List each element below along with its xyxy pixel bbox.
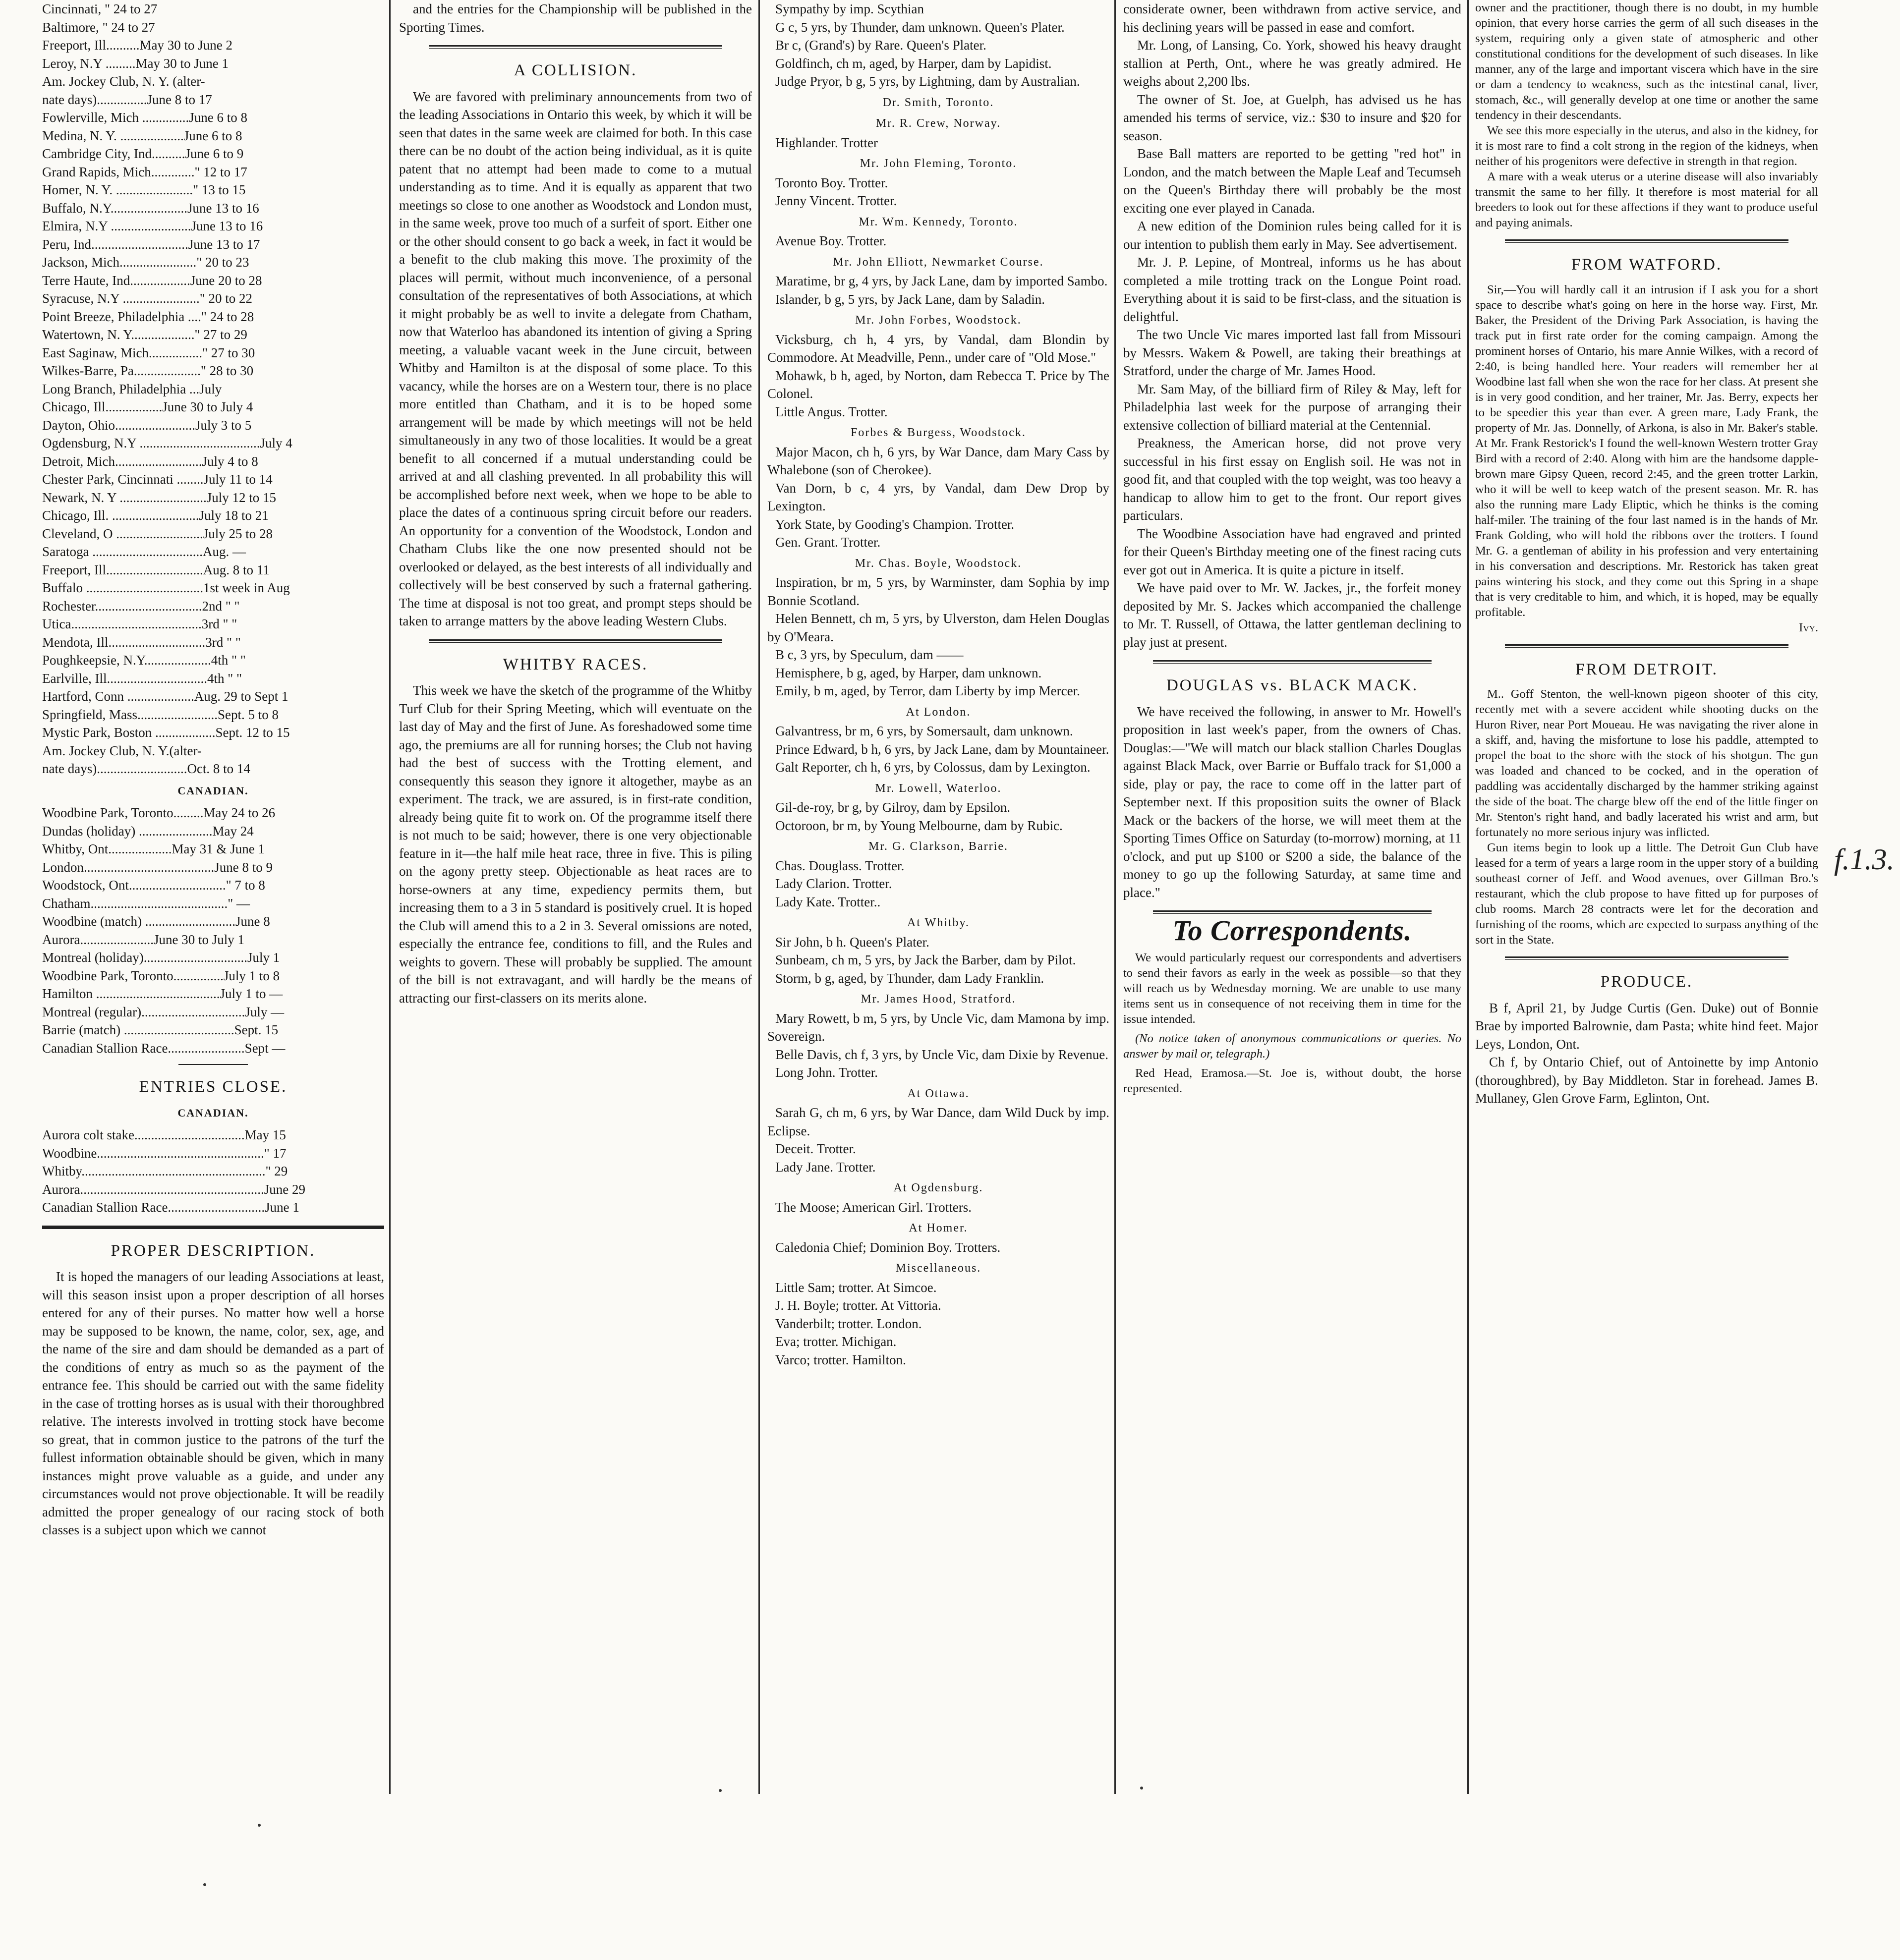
- horse-entries: [767, 0, 1109, 1369]
- divider: [1153, 910, 1432, 914]
- schedule-line: Cincinnati, " 24 to 27: [42, 1, 158, 16]
- horse-entry: Hemisphere, b g, aged, by Harper, dam unknown.: [775, 665, 1042, 680]
- watford-heading: FROM WATFORD.: [1571, 256, 1723, 274]
- schedule-line: Earlville, Ill..............................4th " ": [42, 671, 242, 686]
- owner-heading: At Whitby.: [907, 916, 970, 929]
- canadian-subhead: CANADIAN.: [177, 784, 249, 797]
- schedule-line: Woodbine.................................................." 17: [42, 1145, 287, 1161]
- horse-entry: Galvantress, br m, 6 yrs, by Somersault, dam unknown.: [775, 724, 1073, 738]
- column-rule: [389, 0, 391, 1794]
- horse-entry: Emily, b m, aged, by Terror, dam Liberty by imp Mercer.: [775, 683, 1080, 698]
- schedule-line: Syracuse, N.Y ......................." 20 to 22: [42, 291, 252, 306]
- column-rule: [1467, 0, 1469, 1794]
- horse-entry: Lady Jane. Trotter.: [775, 1159, 876, 1175]
- schedule-line: Buffalo ...................................1st week in Aug: [42, 580, 290, 595]
- horse-entry: Deceit. Trotter.: [775, 1141, 856, 1156]
- schedule-line: Cleveland, O ..........................July 25 to 28: [42, 526, 273, 541]
- produce-item: B f, April 21, by Judge Curtis (Gen. Duke) out of Bonnie Brae by imported Balrownie, dam Pasta; white hind feet. Major Leys, London, Ont.: [1475, 1000, 1818, 1052]
- schedule-line: Jackson, Mich......................." 20 to 23: [42, 255, 249, 270]
- schedule-line: Montreal (holiday)...............................July 1: [42, 950, 280, 965]
- watford-signature: Ivy.: [1799, 620, 1818, 634]
- produce-heading: PRODUCE.: [1600, 973, 1693, 991]
- detroit-text: M.. Goff Stenton, the well-known pigeon shooter of this city, recently met with a severe accident while shooting ducks on the Huron River, near Port Moueau. He was navigating the river alone in a skiff, and, having the misfortune to lose his paddle, attempted to propel the boat to the shore with the stock of his shotgun. The gun was loaded and chanced to be cocked, and in the operation of paddling was accidentally discharged by the hammer striking against the side of the boat. The charge blew off the end of the little finger on Mr. Stenton's right hand, and badly lacerated his wrist and arm, but fortunately no more serious injury was inflicted.: [1475, 687, 1818, 839]
- horse-entry: Goldfinch, ch m, aged, by Harper, dam by Lapidist.: [775, 56, 1052, 71]
- horse-entry: Chas. Douglass. Trotter.: [775, 858, 905, 873]
- horse-entry: Gen. Grant. Trotter.: [775, 535, 881, 550]
- horse-entry: Toronto Boy. Trotter.: [775, 175, 888, 190]
- news-item: Base Ball matters are reported to be getting "red hot" in London, and the match between the Maple Leaf and Tecumseh on the Queen's Birthday there will probably be the most exciting one ever played in Canada.: [1123, 146, 1461, 216]
- schedule-line: Montreal (regular)...............................July —: [42, 1004, 285, 1019]
- ink-speck: [719, 1789, 722, 1792]
- ink-speck: [258, 1824, 261, 1827]
- schedule-line: Buffalo, N.Y.......................June 13 to 16: [42, 200, 259, 216]
- news-item: Mr. Sam May, of the billiard firm of Riley & May, left for Philadelphia last week for the purpose of arranging their extensive collection of billiard material at the Centennial.: [1123, 381, 1461, 433]
- owner-heading: Mr. John Fleming, Toronto.: [860, 157, 1017, 170]
- horse-entry: Caledonia Chief; Dominion Boy. Trotters.: [775, 1239, 1001, 1255]
- news-item: The Woodbine Association have had engraved and printed for their Queen's Birthday meeting one of the finest racing cuts ever got out in America. It is quite a picture in itself.: [1123, 526, 1461, 577]
- owner-heading: At Homer.: [909, 1222, 968, 1234]
- owner-heading: Dr. Smith, Toronto.: [882, 96, 994, 109]
- breeding-text: owner and the practitioner, though there is no doubt, in my humble opinion, that every horse carries the germ of all such diseases in the system, requiring only a given state of atmospheric and other constitutional conditions for the development of such diseases. In like manner, any of the large and important viscera which have in the sire or dam a tendency to weakness, such as the intestinal canal, liver, stomach, &c., will generally develop at one time or another the same tendency in their descendants.: [1475, 1, 1818, 122]
- schedule-line: Rochester................................2nd " ": [42, 598, 240, 614]
- schedule-line: Medina, N. Y. ...................June 6 to 8: [42, 128, 242, 143]
- schedule-line: Freeport, Ill.............................Aug. 8 to 11: [42, 562, 270, 577]
- horse-entry: Sympathy by imp. Scythian: [775, 1, 924, 16]
- divider: [1505, 644, 1788, 648]
- detroit-heading: FROM DETROIT.: [1575, 660, 1718, 678]
- horse-entry: Octoroon, br m, by Young Melbourne, dam by Rubic.: [775, 818, 1063, 833]
- schedule-line: Watertown, N. Y..................." 27 to 29: [42, 327, 247, 342]
- collision-heading: A COLLISION.: [514, 61, 637, 79]
- owner-heading: Mr. Lowell, Waterloo.: [875, 782, 1002, 795]
- schedule-line: Wilkes-Barre, Pa...................." 28 to 30: [42, 363, 254, 378]
- schedule-line: Peru, Ind.............................June 13 to 17: [42, 236, 260, 252]
- news-item: The two Uncle Vic mares imported last fall from Missouri by Messrs. Wakem & Powell, are taking their breathings at Stratford, under the charge of Mr. James Hood.: [1123, 327, 1461, 378]
- horse-entry: Galt Reporter, ch h, 6 yrs, by Colossus, dam by Lexington.: [775, 760, 1091, 775]
- whitby-text: This week we have the sketch of the programme of the Whitby Turf Club for their Spring Meeting, which will eventuate on the last day of May and the first of June. As foreshadowed some time ago, the premiums are all for running horses; the Club not having had the best of success with the Trotting element, and consequently this season they ignore it altogether, maybe as an experiment. The track, we are assured, is in first-rate condition, already being quite fit to work on. Of the programme itself there is not much to be said; however, there is one very objectionable feature in it—the half mile heat race, three in five. This is piling on the agony pretty steep. Objectionable as heat races are to horse-owners at any time, expediency permits them, but increasing them to a 3 in 5 standard is positively cruel. It is hoped the Club will amend this to a 2 in 3. Several omissions are noted, especially the entrance fee, conditions to fill, and the Rules and weights to govern. These will probably be supplied. The amount of the bill is not extravagant, and will hardly be the means of attracting our first-classers on its merits alone.: [399, 683, 752, 1006]
- douglas-text: We have received the following, in answer to Mr. Howell's proposition in last week's paper, from the owners of Chas. Douglas:—"We will match our black stallion Charles Douglas against Black Mack, over Barrie or Buffalo track for $1,000 a side, play or pay, the race to come off in the latter part of September next. If this proposition suits the owner of Black Mack or the backers of the horse, we will meet them at the Sporting Times Office on Saturday (to-morrow) morning, at 11 o'clock, and put up $100 or $200 a side, the balance of the money to go up the following Saturday, at same time and place.": [1123, 704, 1461, 900]
- correspondents-note: (No notice taken of anonymous communications or queries. No answer by mail or, telegraph.): [1123, 1031, 1461, 1061]
- column-rule: [758, 0, 760, 1794]
- divider: [429, 45, 722, 49]
- schedule-line: Cambridge City, Ind..........June 6 to 9: [42, 146, 244, 161]
- owner-heading: Mr. John Forbes, Woodstock.: [855, 314, 1022, 327]
- schedule-line: Poughkeepsie, N.Y....................4th " ": [42, 653, 246, 668]
- horse-entry: Vanderbilt; trotter. London.: [775, 1316, 922, 1331]
- schedule-line: East Saginaw, Mich................" 27 to 30: [42, 345, 255, 360]
- schedule-line: Woodbine Park, Toronto.........May 24 to 26: [42, 805, 276, 820]
- schedule-line: Chatham........................................." —: [42, 896, 250, 911]
- schedule-line: nate days)...........................Oct. 8 to 14: [42, 761, 250, 776]
- column-rule: [1114, 0, 1116, 1794]
- horse-entry: Little Sam; trotter. At Simcoe.: [775, 1280, 937, 1295]
- red-head-reply: Red Head, Eramosa.—St. Joe is, without doubt, the horse represented.: [1123, 1066, 1461, 1095]
- horse-entry: The Moose; American Girl. Trotters.: [775, 1199, 972, 1215]
- column-2: [399, 0, 752, 1794]
- horse-entry: Gil-de-roy, br g, by Gilroy, dam by Epsilon.: [775, 800, 1011, 815]
- divider: [178, 1064, 248, 1065]
- owner-heading: Forbes & Burgess, Woodstock.: [851, 426, 1026, 439]
- schedule-line: Dundas (holiday) ......................May 24: [42, 823, 254, 839]
- schedule-line: Hamilton .....................................July 1 to —: [42, 986, 283, 1001]
- schedule-line: Mendota, Ill.............................3rd " ": [42, 634, 241, 650]
- horse-entry: Major Macon, ch h, 6 yrs, by War Dance, dam Mary Cass by Whalebone (son of Cherokee).: [767, 444, 1109, 477]
- ink-speck: [203, 1883, 206, 1886]
- horse-entry: Jenny Vincent. Trotter.: [775, 193, 897, 208]
- schedule-line: Woodbine Park, Toronto...............July 1 to 8: [42, 968, 280, 983]
- news-item: The owner of St. Joe, at Guelph, has advised us he has amended his terms of service, viz.: $30 to insure and $20 for season.: [1123, 92, 1461, 143]
- margin-handwriting: f.1.3.: [1834, 843, 1895, 876]
- schedule-line: Barrie (match) .................................Sept. 15: [42, 1022, 279, 1037]
- column-4: [1123, 0, 1461, 1794]
- horse-entry: Lady Clarion. Trotter.: [775, 876, 892, 891]
- schedule-line: Aurora colt stake.................................May 15: [42, 1127, 286, 1142]
- horse-entry: Long John. Trotter.: [775, 1065, 878, 1080]
- divider: [429, 639, 722, 643]
- news-item: Mr. Long, of Lansing, Co. York, showed his heavy draught stallion at Perth, Ont., where he was greatly admired. He weighs about 2,200 lbs.: [1123, 38, 1461, 89]
- horse-entry: York State, by Gooding's Champion. Trotter.: [775, 516, 1015, 532]
- divider: [1153, 660, 1432, 664]
- horse-entry: Sir John, b h. Queen's Plater.: [775, 934, 929, 950]
- schedule-line: Dayton, Ohio........................July 3 to 5: [42, 417, 252, 433]
- news-item: considerate owner, been withdrawn from active service, and his declining years will be passed in ease and comfort.: [1123, 1, 1461, 35]
- horse-entry: Sarah G, ch m, 6 yrs, by War Dance, dam Wild Duck by imp. Eclipse.: [767, 1105, 1109, 1138]
- horse-entry: Highlander. Trotter: [775, 135, 878, 150]
- schedule-line: Chester Park, Cincinnati ........July 11 to 14: [42, 472, 273, 487]
- schedule-line: Homer, N. Y. ......................." 13 to 15: [42, 182, 246, 197]
- horse-entry: Mohawk, b h, aged, by Norton, dam Rebecca T. Price by The Colonel.: [767, 368, 1109, 401]
- canadian-schedule: [42, 804, 384, 1057]
- schedule-line: Canadian Stallion Race.......................Sept —: [42, 1040, 286, 1056]
- schedule-line: London.......................................June 8 to 9: [42, 859, 273, 875]
- produce-item: Ch f, by Ontario Chief, out of Antoinette by imp Antonio (thoroughbred), by Bay Middleton. Star in forehead. James B. Mullaney, Glen Grove Farm, Eglinton, Ont.: [1475, 1055, 1818, 1106]
- horse-entry: Vicksburg, ch h, 4 yrs, by Vandal, dam Blondin by Commodore. At Meadville, Penn., under care of "Old Mose.": [767, 332, 1109, 365]
- owner-heading: At Ogdensburg.: [893, 1181, 983, 1194]
- proper-description-heading: PROPER DESCRIPTION.: [111, 1241, 316, 1260]
- horse-entry: Belle Davis, ch f, 3 yrs, by Uncle Vic, dam Dixie by Revenue.: [775, 1047, 1108, 1062]
- collision-text: We are favored with preliminary announcements from two of the leading Associations in Ontario this week, by which it will be seen that dates in the same week are claimed for both. In this case there can be no doubt of the action being individual, as it is quite patent that no attempt had been made to come to a mutual understanding as to time. And it is equally as apparent that two meetings so close to one another as Woodstock and London must, in the same week, prove too much of a surfeit of sport. Either one or the other should consent to go back a week, in fact it would be a benefit to the club making this move. The proximity of the places will permit, without much inconvenience, of a personal consultation of the representatives of both Associations, at which it might probably be as well to invite a delegate from Chatham, now that Waterloo has abandoned its intention of giving a Spring meeting, a valuable vacant week in the June circuit, between Whitby and Hamilton is at the disposal of some place. To this vacancy, while the horses are on a Western tour, there is no place more entitled than Chatham, and it is to be hoped some arrangement will be made by which meetings will not be held simultaneously in any two of those localities. It would be a great benefit to all concerned if a mutual understanding could be arrived at and all clashing prevented. In all probability this will be accomplished before next week, when we hope to be able to place the dates of a continuous spring circuit before our readers. An opportunity for a convention of the Woodstock, London and Chatham Clubs like the one now presented should not be overlooked or delayed, as the best interests of all individually and collectively will be best conserved by such a fraternal gathering. The time at disposal is not too great, and prompt steps should be taken to arrange matters by the above leading Western Clubs.: [399, 89, 752, 628]
- owner-heading: At London.: [906, 705, 971, 719]
- divider: [1505, 956, 1788, 960]
- watford-text: Sir,—You will hardly call it an intrusion if I ask you for a short space to describe what's going on here in the horse way. First, Mr. Baker, the President of the Driving Park Association, is having the track put in first rate order for the coming campaign. Among the prominent horses of Ontario, his mare Annie Wilkes, with a record of 2:40, is being handled here. Your readers will remember her at Woodbine last fall when she won the race for her class. At present she is in very good condition, and her trainer, Mr. Jas. Berry, expects her to be speedier this year than ever. A green mare, Lady Frank, the property of Mr. Jas. Donnelly, of Arkona, is also in Mr. Baker's stable. At Mr. Frank Restorick's I found the well-known Western trotter Gray Bird with a record of 2:40. Along with him are the handsome dapple-brown mare Gipsy Queen, record 2:45, and the green trotter Larkin, who it will be well to keep watch of the present season. Mr. R. has also the running mare Lady Eliptic, which he thinks is the coming half-miler. The training of the four last named is in the hands of Mr. Frank Golding, who will hold the ribbons over the trotters. I found Mr. G. a gentleman of ability in his profession and very entertaining in his conversation and descriptions. Mr. Restorick has taken great pains wintering his stock, and they come out this Spring in a shape that is very creditable to him, and which, it is hoped, may be equally profitable.: [1475, 282, 1818, 619]
- horse-entry: Mary Rowett, b m, 5 yrs, by Uncle Vic, dam Mamona by imp. Sovereign.: [767, 1010, 1109, 1044]
- proper-description-text: It is hoped the managers of our leading Associations at least, will this season insist upon a proper description of all horses entered for any of their purses. No matter how well a horse may be supposed to be known, the name, color, sex, age, and the name of the sire and dam should be demanded as a part of the conditions of entry as much so as the payment of the entrance fee. This should be carried out with the same fidelity in the case of trotting horses as is usual with their thoroughbred relative. The interests involved in trotting stock have become so great, that in common justice to the patrons of the turf the fullest information obtainable should be given, which in many instances might prove valuable as a guide, and under any circumstances would not prove objectionable. It will be readily admitted the proper genealogy of our racing stock of both classes is a subject upon which we cannot: [42, 1269, 384, 1537]
- news-item: Mr. J. P. Lepine, of Montreal, informs us he has about completed a mile trotting track on the Longue Point road. Everything about it is said to be first-class, and the situation is delightful.: [1123, 255, 1461, 324]
- schedule-line: Hartford, Conn ....................Aug. 29 to Sept 1: [42, 689, 288, 704]
- owner-heading: Mr. James Hood, Stratford.: [861, 993, 1016, 1006]
- schedule-line: Freeport, Ill..........May 30 to June 2: [42, 38, 232, 53]
- schedule-line: Woodstock, Ont............................." 7 to 8: [42, 878, 265, 893]
- horse-entry: Br c, (Grand's) by Rare. Queen's Plater.: [775, 38, 986, 53]
- schedule-line: Saratoga .................................Aug. —: [42, 544, 246, 559]
- owner-heading: Mr. R. Crew, Norway.: [875, 117, 1001, 130]
- schedule-line: Long Branch, Philadelphia ...July: [42, 381, 222, 396]
- owner-heading: Mr. John Elliott, Newmarket Course.: [833, 255, 1044, 269]
- schedule-line: Detroit, Mich..........................July 4 to 8: [42, 453, 258, 469]
- correspondents-text: We would particularly request our correspondents and advertisers to send their favors as early in the week as possible—so that they will reach us by Wednesday morning. We are unable to use many items sent us in consequence of not receiving them in time for the issue intended.: [1123, 951, 1461, 1026]
- schedule-line: Canadian Stallion Race.............................June 1: [42, 1200, 299, 1215]
- schedule-line: Grand Rapids, Mich............." 12 to 17: [42, 164, 247, 179]
- horse-entry: Avenue Boy. Trotter.: [775, 233, 887, 248]
- entries-list: [42, 1126, 384, 1217]
- schedule-line: Springfield, Mass........................Sept. 5 to 8: [42, 707, 279, 722]
- breeding-text: We see this more especially in the uterus, and also in the kidney, for it is most rare to find a colt strong in the region of the kidneys, when neither of his progenitors were defective in strength in that region.: [1475, 124, 1818, 168]
- horse-entry: Storm, b g, aged, by Thunder, dam Lady Franklin.: [775, 970, 1044, 986]
- horse-entry: Van Dorn, b c, 4 yrs, by Vandal, dam Dew Drop by Lexington.: [767, 480, 1109, 513]
- divider: [42, 1226, 384, 1229]
- schedule-line: Chicago, Ill.................June 30 to July 4: [42, 399, 253, 414]
- schedule-line: Whitby......................................................." 29: [42, 1164, 288, 1178]
- horse-entry: Sunbeam, ch m, 5 yrs, by Jack the Barber, dam by Pilot.: [775, 952, 1076, 967]
- schedule-line: Point Breeze, Philadelphia ...." 24 to 28: [42, 309, 254, 324]
- breeding-text: A mare with a weak uterus or a uterine disease will also invariably transmit the same to her filly. It therefore is most material for all breeders to look out for these affections if they want to produce useful and paying animals.: [1475, 170, 1818, 229]
- ink-speck: [1140, 1787, 1143, 1790]
- horse-entry: Maratime, br g, 4 yrs, by Jack Lane, dam by imported Sambo.: [775, 274, 1108, 288]
- column-1: [42, 0, 384, 1794]
- horse-entry: Varco; trotter. Hamilton.: [775, 1352, 906, 1367]
- entries-close-heading: ENTRIES CLOSE.: [139, 1078, 288, 1096]
- schedule-line: Aurora.......................................................June 29: [42, 1181, 305, 1197]
- owner-heading: Miscellaneous.: [895, 1262, 981, 1275]
- horse-entry: Helen Bennett, ch m, 5 yrs, by Ulverston, dam Helen Douglas by O'Meara.: [767, 611, 1109, 644]
- news-item: We have paid over to Mr. W. Jackes, jr., the forfeit money deposited by Mr. S. Jackes which accompanied the challenge to Mr. T. Russell, of Ottawa, the latter gentleman declining to play just at present.: [1123, 580, 1461, 650]
- horse-entry: Eva; trotter. Michigan.: [775, 1334, 897, 1349]
- column-5: [1475, 0, 1818, 1794]
- divider: [1505, 239, 1788, 243]
- schedule-line: Elmira, N.Y ........................June 13 to 16: [42, 219, 263, 233]
- horse-entry: G c, 5 yrs, by Thunder, dam unknown. Queen's Plater.: [775, 19, 1065, 35]
- schedule-line: Woodbine (match) ...........................June 8: [42, 914, 270, 929]
- schedule-line: Aurora......................June 30 to July 1: [42, 932, 244, 947]
- douglas-heading: DOUGLAS vs. BLACK MACK.: [1166, 676, 1419, 694]
- schedule-line: Leroy, N.Y .........May 30 to June 1: [42, 56, 229, 71]
- race-schedule: [42, 0, 384, 778]
- schedule-line: nate days)...............June 8 to 17: [42, 92, 212, 107]
- horse-entry: Judge Pryor, b g, 5 yrs, by Lightning, dam by Australian.: [775, 74, 1080, 89]
- column-3: [767, 0, 1109, 1794]
- horse-entry: B c, 3 yrs, by Speculum, dam ——: [775, 647, 964, 662]
- horse-entry: J. H. Boyle; trotter. At Vittoria.: [775, 1298, 941, 1313]
- horse-entry: Lady Kate. Trotter..: [775, 894, 881, 909]
- schedule-line: Newark, N. Y ..........................July 12 to 15: [42, 490, 276, 505]
- owner-heading: Mr. G. Clarkson, Barrie.: [868, 840, 1008, 853]
- horse-entry: Prince Edward, b h, 6 yrs, by Jack Lane, dam by Mountaineer.: [775, 741, 1109, 757]
- schedule-line: Mystic Park, Boston ..................Sept. 12 to 15: [42, 725, 290, 740]
- schedule-line: Whitby, Ont...................May 31 & June 1: [42, 841, 265, 856]
- horse-entry: Islander, b g, 5 yrs, by Jack Lane, dam by Saladin.: [775, 291, 1045, 307]
- schedule-line: Fowlerville, Mich ..............June 6 to 8: [42, 110, 247, 125]
- horse-entry: Little Angus. Trotter.: [775, 404, 888, 419]
- whitby-heading: WHITBY RACES.: [503, 655, 648, 673]
- owner-heading: At Ottawa.: [907, 1087, 970, 1100]
- schedule-line: Chicago, Ill. ..........................July 18 to 21: [42, 508, 269, 523]
- championship-note: and the entries for the Championship will be published in the Sporting Times.: [399, 1, 752, 35]
- owner-heading: Mr. Wm. Kennedy, Toronto.: [859, 215, 1018, 228]
- horse-entry: Inspiration, br m, 5 yrs, by Warminster, dam Sophia by imp Bonnie Scotland.: [767, 575, 1109, 608]
- news-item: A new edition of the Dominion rules being called for it is our intention to publish them early in May. See advertisement.: [1123, 219, 1461, 252]
- schedule-line: Terre Haute, Ind..................June 20 to 28: [42, 273, 262, 288]
- detroit-text: Gun items begin to look up a little. The Detroit Gun Club have leased for a term of years a large room in the upper story of a building southeast corner of Jeff. and Wood avenues, over Gillman Bro.'s restaurant, which the club propose to have fitted up for purposes of club rooms. March 28 contracts were let for the decoration and furnishing of the rooms, which are expected to surpass anything of the sort in the State.: [1475, 841, 1818, 947]
- schedule-line: Baltimore, " 24 to 27: [42, 19, 155, 35]
- owner-heading: Mr. Chas. Boyle, Woodstock.: [855, 557, 1022, 570]
- schedule-line: Am. Jockey Club, N. Y. (alter-: [42, 74, 205, 89]
- schedule-line: Utica.......................................3rd " ": [42, 616, 237, 631]
- schedule-line: Am. Jockey Club, N. Y.(alter-: [42, 743, 202, 758]
- schedule-line: Ogdensburg, N.Y ....................................July 4: [42, 436, 292, 450]
- entries-canadian-subhead: CANADIAN.: [177, 1106, 249, 1119]
- news-item: Preakness, the American horse, did not prove very successful in his first essay on English soil. He was not in good fit, and that coupled with the top weight, was too heavy a handicap to allow him to get to the front. Our report gives particulars.: [1123, 436, 1461, 523]
- correspondents-heading: To Correspondents.: [1172, 914, 1412, 947]
